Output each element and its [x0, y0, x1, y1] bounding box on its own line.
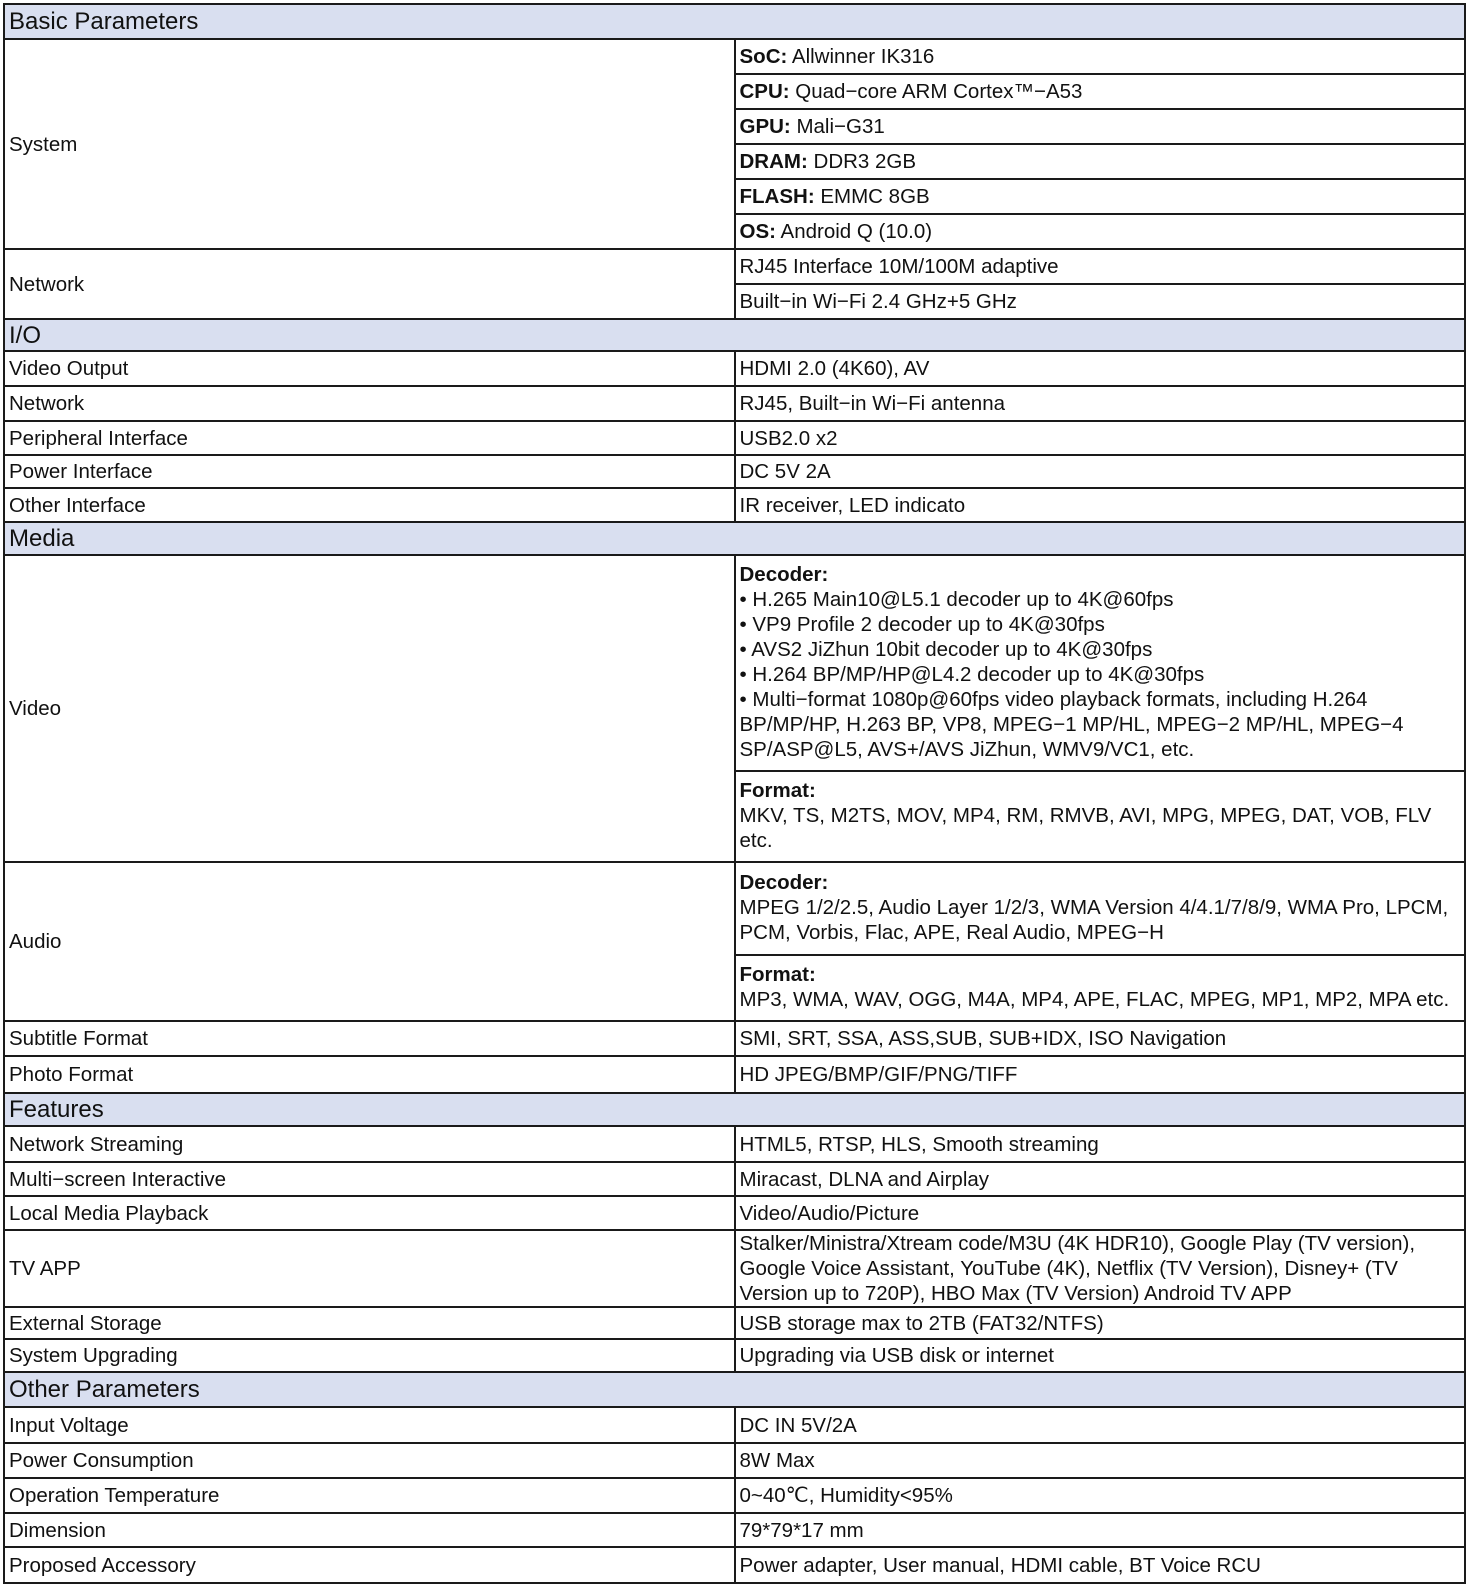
spec-key: SoC:	[739, 45, 788, 68]
video-decoder-cell	[735, 555, 1466, 771]
spec-value: Video/Audio/Picture	[735, 1196, 1466, 1230]
section-header-features	[4, 1093, 1465, 1126]
row-label: Peripheral Interface	[4, 421, 735, 455]
table-row	[4, 1478, 1465, 1513]
table-row	[4, 1230, 1465, 1307]
table-row	[4, 1196, 1465, 1230]
section-title: Basic Parameters	[4, 4, 1465, 39]
spec-os	[735, 214, 1466, 249]
row-label: Network Streaming	[4, 1126, 735, 1162]
spec-value: Miracast, DLNA and Airplay	[735, 1162, 1466, 1196]
list-item: • H.264 BP/MP/HP@L4.2 decoder up to 4K@30fps	[739, 663, 1205, 686]
section-header-media	[4, 522, 1465, 555]
section-title: Features	[4, 1093, 1465, 1126]
spec-value: USB storage max to 2TB (FAT32/NTFS)	[735, 1307, 1466, 1339]
spec-flash	[735, 179, 1466, 214]
spec-value: EMMC 8GB	[814, 185, 930, 208]
table-row	[4, 1407, 1465, 1443]
spec-value: DDR3 2GB	[807, 150, 917, 173]
list-item: • Multi−format 1080p@60fps video playback formats, including H.264 BP/MP/HP, H.263 BP, VP8, MPEG−1 MP/HL, MPEG−2 MP/HL, MPEG−4 SP/ASP@L5, AVS+/AVS JiZhun, WMV9/VC1, etc.	[739, 688, 1404, 761]
spec-value: Upgrading via USB disk or internet	[735, 1339, 1466, 1372]
spec-value: HTML5, RTSP, HLS, Smooth streaming	[735, 1126, 1466, 1162]
spec-value: MPEG 1/2/2.5, Audio Layer 1/2/3, WMA Version 4/4.1/7/8/9, WMA Pro, LPCM, PCM, Vorbis, Flac, APE, Real Audio, MPEG−H	[739, 896, 1449, 944]
spec-value: SMI, SRT, SSA, ASS,SUB, SUB+IDX, ISO Navigation	[735, 1021, 1466, 1056]
table-row	[4, 862, 1465, 955]
spec-value: DC 5V 2A	[735, 455, 1466, 488]
spec-gpu	[735, 109, 1466, 144]
row-label-system: System	[4, 39, 735, 249]
table-row	[4, 1339, 1465, 1372]
row-label: Power Consumption	[4, 1443, 735, 1478]
spec-soc	[735, 39, 1466, 74]
table-row	[4, 1162, 1465, 1196]
row-label-video: Video	[4, 555, 735, 862]
row-label-audio: Audio	[4, 862, 735, 1021]
row-label: Power Interface	[4, 455, 735, 488]
section-header-io	[4, 319, 1465, 351]
table-row	[4, 1056, 1465, 1093]
spec-value: USB2.0 x2	[735, 421, 1466, 455]
list-item: • H.265 Main10@L5.1 decoder up to 4K@60fps	[739, 588, 1174, 611]
row-label: Video Output	[4, 351, 735, 386]
spec-value: MKV, TS, M2TS, MOV, MP4, RM, RMVB, AVI, MPG, MPEG, DAT, VOB, FLV etc.	[739, 804, 1432, 852]
table-row	[4, 1021, 1465, 1056]
row-label: Dimension	[4, 1513, 735, 1547]
audio-format-head: Format:	[739, 963, 816, 986]
table-row	[4, 455, 1465, 488]
row-label-network: Network	[4, 249, 735, 319]
row-label: Other Interface	[4, 488, 735, 522]
spec-value: Power adapter, User manual, HDMI cable, BT Voice RCU	[735, 1547, 1466, 1583]
row-label: External Storage	[4, 1307, 735, 1339]
video-format-cell	[735, 771, 1466, 862]
table-row	[4, 1126, 1465, 1162]
list-item: • VP9 Profile 2 decoder up to 4K@30fps	[739, 613, 1105, 636]
video-decoder-head: Decoder:	[739, 563, 829, 586]
audio-decoder-cell	[735, 862, 1466, 955]
row-label: Network	[4, 386, 735, 421]
table-row	[4, 249, 1465, 284]
table-row	[4, 421, 1465, 455]
row-label: Multi−screen Interactive	[4, 1162, 735, 1196]
spec-key: FLASH:	[739, 185, 815, 208]
spec-value: HD JPEG/BMP/GIF/PNG/TIFF	[735, 1056, 1466, 1093]
video-format-head: Format:	[739, 779, 816, 802]
list-item: • AVS2 JiZhun 10bit decoder up to 4K@30fps	[739, 638, 1153, 661]
table-row	[4, 1307, 1465, 1339]
table-row	[4, 39, 1465, 74]
row-label: Input Voltage	[4, 1407, 735, 1443]
spec-value: RJ45 Interface 10M/100M adaptive	[735, 249, 1466, 284]
audio-decoder-head: Decoder:	[739, 871, 829, 894]
spec-dram	[735, 144, 1466, 179]
row-label: Photo Format	[4, 1056, 735, 1093]
spec-value: Mali−G31	[790, 115, 885, 138]
spec-value: MP3, WMA, WAV, OGG, M4A, MP4, APE, FLAC, MPEG, MP1, MP2, MPA etc.	[739, 988, 1450, 1011]
row-label: TV APP	[4, 1230, 735, 1307]
spec-key: OS:	[739, 220, 776, 243]
audio-format-cell	[735, 955, 1466, 1021]
spec-value: RJ45, Built−in Wi−Fi antenna	[735, 386, 1466, 421]
spec-key: GPU:	[739, 115, 791, 138]
table-row	[4, 386, 1465, 421]
table-row	[4, 1547, 1465, 1583]
section-header-basic	[4, 4, 1465, 39]
spec-value: Built−in Wi−Fi 2.4 GHz+5 GHz	[735, 284, 1466, 319]
spec-value: DC IN 5V/2A	[735, 1407, 1466, 1443]
spec-cpu	[735, 74, 1466, 109]
table-row	[4, 351, 1465, 386]
spec-value: IR receiver, LED indicato	[735, 488, 1466, 522]
spec-value: HDMI 2.0 (4K60), AV	[735, 351, 1466, 386]
section-title: Media	[4, 522, 1465, 555]
row-label: System Upgrading	[4, 1339, 735, 1372]
spec-key: DRAM:	[739, 150, 808, 173]
spec-value: 79*79*17 mm	[735, 1513, 1466, 1547]
spec-key: CPU:	[739, 80, 790, 103]
spec-value: Android Q (10.0)	[775, 220, 933, 243]
spec-table	[3, 3, 1466, 1584]
spec-value: Allwinner IK316	[787, 45, 935, 68]
row-label: Proposed Accessory	[4, 1547, 735, 1583]
table-row	[4, 555, 1465, 771]
table-row	[4, 1443, 1465, 1478]
table-row	[4, 488, 1465, 522]
spec-value: 0~40℃, Humidity<95%	[735, 1478, 1466, 1513]
row-label: Subtitle Format	[4, 1021, 735, 1056]
row-label: Operation Temperature	[4, 1478, 735, 1513]
spec-value: Quad−core ARM Cortex™−A53	[789, 80, 1083, 103]
section-title: Other Parameters	[4, 1372, 1465, 1407]
section-header-other	[4, 1372, 1465, 1407]
section-title: I/O	[4, 319, 1465, 351]
spec-value: Stalker/Ministra/Xtream code/M3U (4K HDR10), Google Play (TV version), Google Voice Assistant, YouTube (4K), Netflix (TV Version), Disney+ (TV Version up to 720P), HBO Max (TV Version) Android TV APP	[735, 1230, 1466, 1307]
spec-value: 8W Max	[735, 1443, 1466, 1478]
table-row	[4, 1513, 1465, 1547]
row-label: Local Media Playback	[4, 1196, 735, 1230]
